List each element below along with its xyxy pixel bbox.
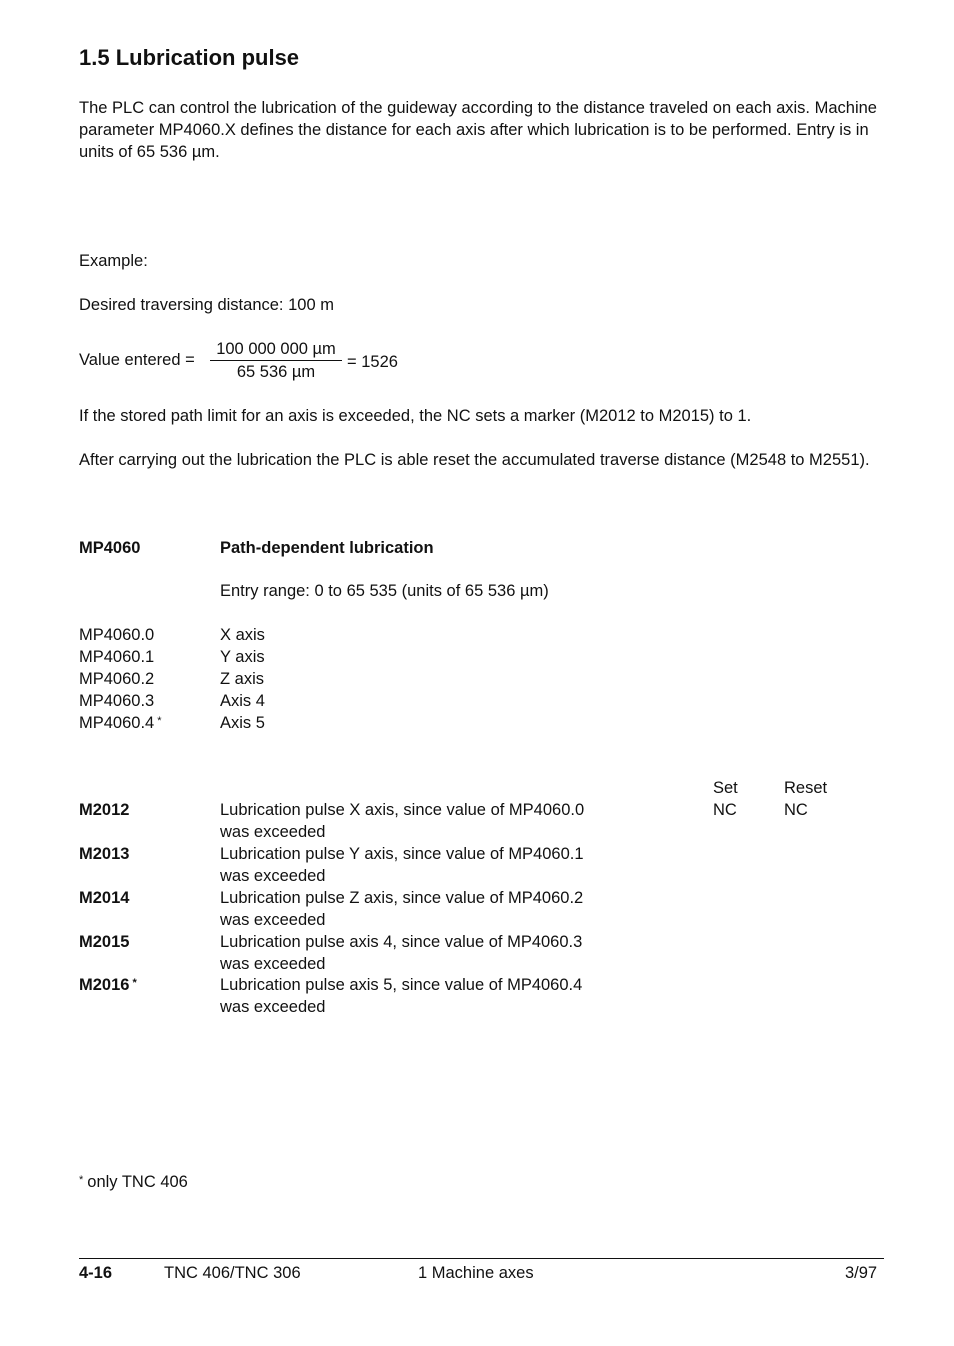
footnote [79,1171,188,1193]
mp-title: Path-dependent lubrication [220,539,434,557]
marker-desc-line1: Lubrication pulse axis 4, since value of MP4060.3 [220,933,583,951]
marker-code: M2014 [79,889,130,907]
desired-distance: Desired traversing distance: 100 m [79,296,334,314]
footer-page-number: 4-16 [79,1264,113,1282]
mp-row-code: MP4060.0 [79,626,155,644]
mp-row-code-starred [79,712,162,734]
marker-desc-line2: was exceeded [220,955,326,973]
intro-paragraph: The PLC can control the lubrication of the guideway according to the distance traveled on each axis. Machine parameter MP4060.X defines the distance for each axis after which lubrication is to be performed. Entry is in units of 65 536 µm. [79,99,877,161]
marker-reset: NC [784,801,808,819]
marker-set: NC [713,801,737,819]
marker-desc-line1: Lubrication pulse Z axis, since value of MP4060.2 [220,889,584,907]
footer-divider [79,1258,884,1259]
mp-row-desc: Z axis [220,670,265,688]
value-entered-label: Value entered = [79,351,195,369]
set-header: Set [713,779,738,797]
formula-fraction [210,338,342,383]
reset-header: Reset [784,779,828,797]
footnote-star: * [157,715,162,727]
mp-row-code: MP4060.2 [79,670,155,688]
footer-date: 3/97 [845,1264,878,1282]
footnote-star: * [132,977,137,989]
marker-desc-line1: Lubrication pulse X axis, since value of MP4060.0 [220,801,585,819]
marker-code: M2016 [79,976,130,994]
mp-entry-range: Entry range: 0 to 65 535 (units of 65 536 µm) [220,582,549,600]
formula-result: = 1526 [347,353,398,371]
formula-denominator: 65 536 µm [236,363,316,381]
marker-desc-line2: was exceeded [220,867,326,885]
marker-desc-line2: was exceeded [220,998,326,1016]
mp-row-desc: Axis 5 [220,714,265,732]
marker-desc-line1: Lubrication pulse axis 5, since value of MP4060.4 [220,976,583,994]
marker-code-starred [79,974,137,996]
marker-code: M2015 [79,933,130,951]
mp-code: MP4060 [79,539,141,557]
mp-row-code: MP4060.1 [79,648,155,666]
mp-row-desc: X axis [220,626,265,644]
footer-product: TNC 406/TNC 306 [164,1264,301,1282]
marker-code: M2013 [79,845,130,863]
footnote-text: only TNC 406 [87,1173,188,1191]
example-label: Example: [79,252,148,270]
footer-chapter: 1 Machine axes [418,1264,534,1282]
marker-desc-line1: Lubrication pulse Y axis, since value of MP4060.1 [220,845,584,863]
footnote-star: * [79,1174,84,1186]
mp-row-desc: Y axis [220,648,265,666]
section-heading: 1.5 Lubrication pulse [79,45,300,70]
mp-row-code: MP4060.3 [79,692,155,710]
exceeded-paragraph: If the stored path limit for an axis is exceeded, the NC sets a marker (M2012 to M2015) to 1. [79,407,752,425]
reset-paragraph: After carrying out the lubrication the PLC is able reset the accumulated traverse distance (M2548 to M2551). [79,451,870,469]
marker-desc-line2: was exceeded [220,911,326,929]
mp-row-code: MP4060.4 [79,714,155,732]
marker-desc-line2: was exceeded [220,823,326,841]
marker-code: M2012 [79,801,130,819]
mp-row-desc: Axis 4 [220,692,265,710]
formula-numerator: 100 000 000 µm [210,338,342,361]
